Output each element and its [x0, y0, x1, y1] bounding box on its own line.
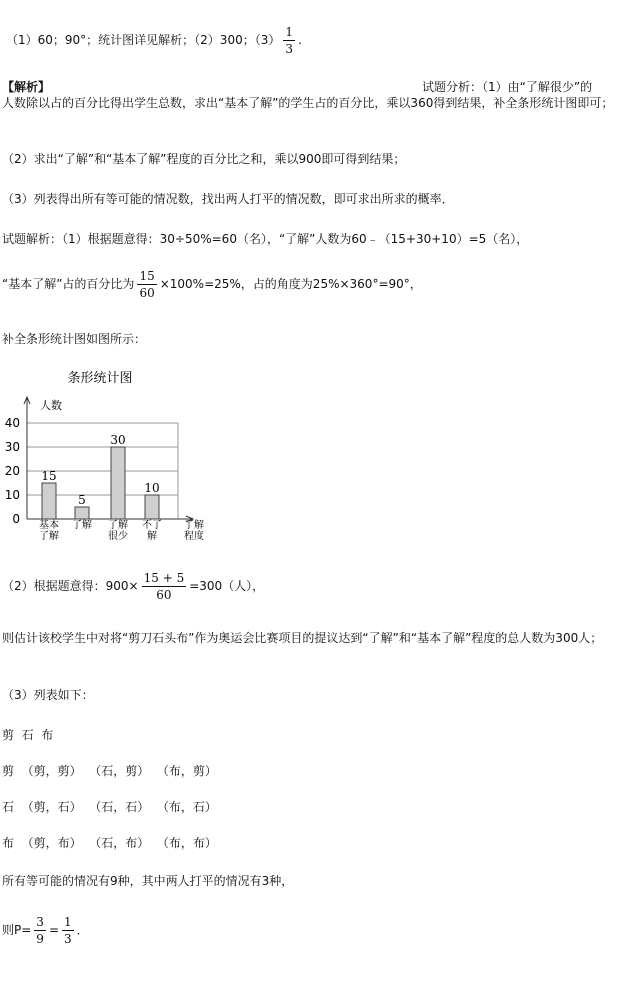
analysis-p2: （2）求出“了解”和“基本了解”程度的百分比之和，乘以900即可得到结果；	[2, 152, 406, 166]
answer-fraction: $\frac{1}{3}$	[285, 25, 293, 56]
chart-ylabel: 人数	[40, 399, 62, 412]
part2-post: =300（人），	[189, 579, 265, 593]
prob-end: ．	[76, 923, 89, 937]
y-tick-label: 40	[4, 416, 20, 430]
y-tick-label: 30	[4, 440, 20, 454]
bar	[145, 495, 159, 519]
bar	[75, 507, 89, 519]
chart-title: 条形统计图	[67, 371, 133, 386]
y-tick-label: 10	[4, 488, 20, 502]
data-label: 5	[78, 493, 86, 507]
y-tick-label: 20	[4, 464, 20, 478]
part2-conclusion: 则估计该校学生中对将“剪刀石头布”作为奥运会比赛项目的提议达到“了解”和“基本了解”程度的总人数为300人；	[2, 631, 603, 645]
analysis-intro-right: 试题分析：（1）由“了解很少”的	[422, 80, 593, 94]
prob-fraction-1: $\frac{3}{9}$	[36, 915, 44, 946]
solution-line1: 试题解析：（1）根据题意得：30÷50%=60（名），“了解”人数为60﹣（15+30+10）=5（名），	[2, 232, 529, 246]
y-tick-label: 0	[12, 512, 20, 526]
table-row-3: 布 （剪，布） （石，布） （布，布）	[2, 836, 217, 850]
answer-line	[6, 26, 302, 55]
line2-pre: “基本了解”占的百分比为	[2, 277, 135, 291]
x-category-label: 不了解	[142, 520, 162, 542]
prob-fraction-2: $\frac{1}{3}$	[64, 915, 72, 946]
x-category-label: 了解	[72, 520, 92, 531]
analysis-p3: （3）列表得出所有等可能的情况数，找出两人打平的情况数，即可求出所求的概率．	[2, 192, 454, 206]
data-label: 10	[144, 481, 160, 495]
table-row-2: 石 （剪，石） （石，石） （布，石）	[2, 800, 217, 814]
table-row-1: 剪 （剪，剪） （石，剪） （布，剪）	[2, 764, 217, 778]
data-label: 30	[110, 433, 126, 447]
conclusion-line: 所有等可能的情况有9种，其中两人打平的情况有3种，	[2, 874, 294, 888]
x-axis-label: 了解程度	[184, 520, 204, 542]
analysis-intro-rest: 人数除以占的百分比得出学生总数，求出“基本了解”的学生占的百分比，乘以360得到结果，补全条形统计图即可；	[2, 96, 614, 110]
data-label: 15	[41, 469, 57, 483]
x-category-label: 了解很少	[108, 520, 128, 542]
part2-pre: （2）根据题意得：900×	[2, 579, 139, 593]
part2-line	[2, 572, 264, 601]
bar	[111, 447, 125, 519]
bar-chart-svg	[0, 362, 220, 552]
part2-fraction: $\frac{15 + 5}{60}$	[143, 571, 185, 602]
line2-fraction: $\frac{15}{60}$	[139, 269, 155, 300]
x-category-label: 基本了解	[39, 520, 59, 542]
answer-end: .	[298, 33, 302, 47]
bar	[42, 483, 56, 519]
part3-title: （3）列表如下：	[2, 688, 94, 702]
bar-chart	[0, 362, 220, 552]
line2-post: ×100%=25%，占的角度为25%×360°=90°，	[159, 277, 422, 291]
answer-text: （1）60；90°；统计图详见解析；（2）300；（3）	[6, 33, 281, 47]
table-header: 剪 石 布	[2, 728, 54, 742]
prob-eq: =	[48, 923, 59, 937]
solution-line2	[2, 270, 422, 299]
probability-line	[2, 916, 89, 945]
prob-pre: 则P=	[2, 923, 32, 937]
solution-line3: 补全条形统计图如图所示：	[2, 332, 147, 346]
analysis-tag: 【解析】	[2, 80, 51, 94]
